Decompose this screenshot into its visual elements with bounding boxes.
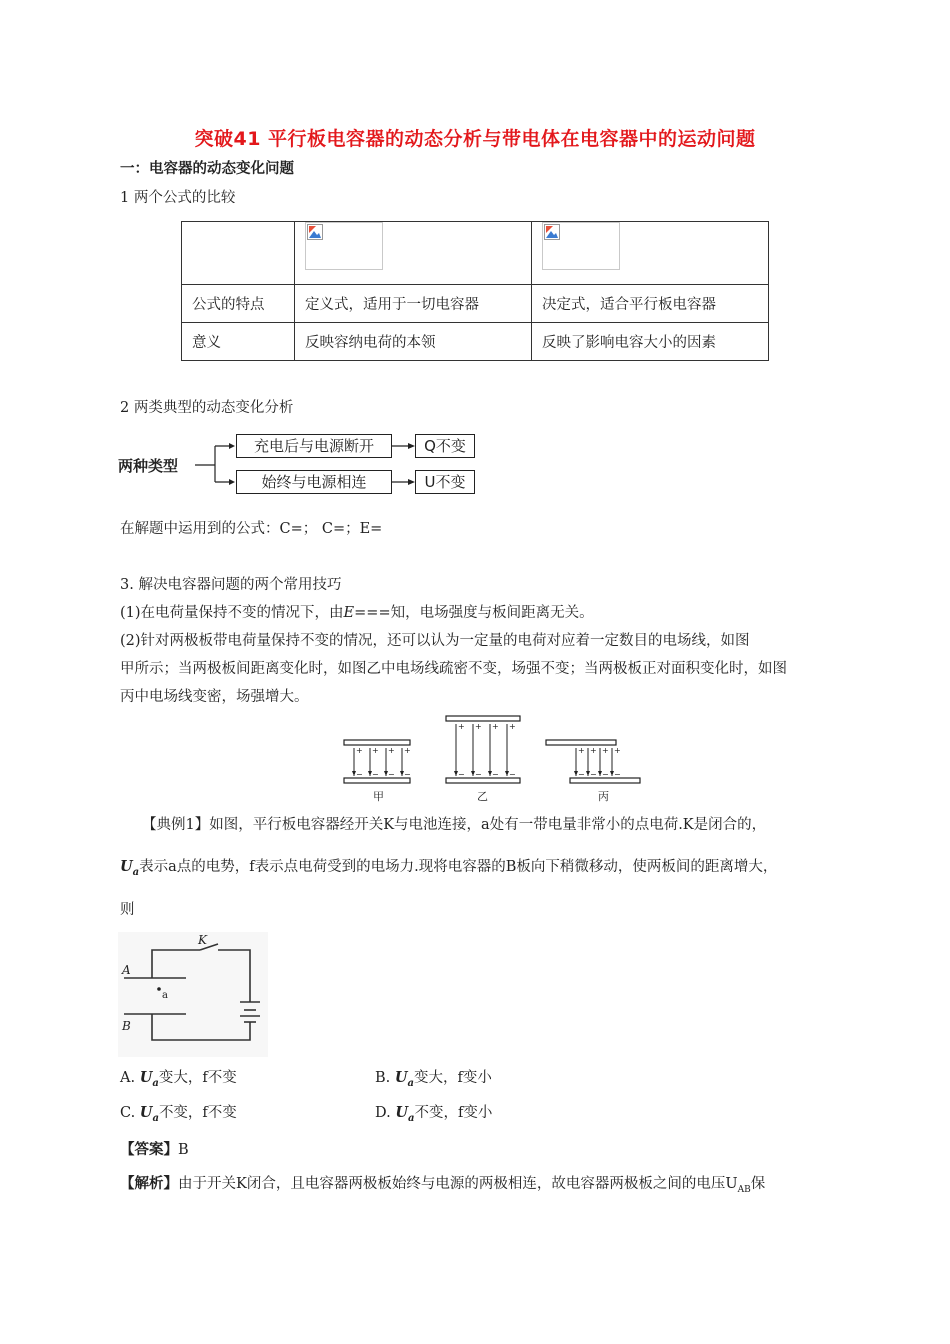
ua-symbol: $U_a$ (120, 858, 140, 878)
field-line-figures (340, 712, 670, 807)
cell-determination: 反映了影响电容大小的因素 (532, 323, 769, 361)
svg-text:+: + (458, 722, 465, 731)
formula-image-placeholder (305, 222, 383, 270)
cell-definition: 反映容纳电荷的本领 (295, 323, 532, 361)
page-title: 突破41 平行板电容器的动态分析与带电体在电容器中的运动问题 (194, 128, 756, 150)
result-u-box: U不变 (415, 470, 475, 494)
svg-text:+: + (509, 722, 516, 731)
svg-text:−: − (404, 770, 411, 779)
figure-yi (446, 716, 520, 783)
svg-text:+: + (614, 746, 621, 755)
branch-disconnect-box: 充电后与电源断开 (236, 434, 392, 458)
fig-label-yi: 乙 (477, 790, 488, 803)
tips-heading: 3. 解决电容器问题的两个常用技巧 (120, 577, 342, 593)
compare-heading: 1 两个公式的比较 (120, 190, 236, 206)
svg-text:−: − (388, 770, 395, 779)
svg-text:−: − (475, 770, 482, 779)
cell-determination: 决定式，适合平行板电容器 (532, 285, 769, 323)
tip-2-line-1: (2)针对两极板带电荷量保持不变的情况，还可以认为一定量的电荷对应着一定数目的电场线，如图 (120, 633, 750, 649)
table-row (182, 323, 769, 361)
option-a[interactable]: A. $U_a$变大，f不变 (120, 1069, 237, 1089)
table-row (182, 285, 769, 323)
svg-text:+: + (388, 746, 395, 755)
svg-text:−: − (356, 770, 363, 779)
svg-text:+: + (475, 722, 482, 731)
broken-image-icon (544, 224, 560, 240)
fig-label-jia: 甲 (373, 790, 384, 803)
example-line-2: $U_a$表示a点的电势，f表示点电荷受到的电场力.现将电容器的B板向下稍微移动，使两板间的距离增大， (120, 858, 778, 878)
circuit-label-a-plate: A (122, 963, 131, 977)
branch-connected-box: 始终与电源相连 (236, 470, 392, 494)
option-b[interactable]: B. $U_a$变大，f变小 (375, 1069, 492, 1089)
svg-text:+: + (356, 746, 363, 755)
cell-definition: 定义式，适用于一切电容器 (295, 285, 532, 323)
formula-image-cell (532, 222, 769, 285)
fig-label-bing: 丙 (598, 790, 609, 803)
formula-image-placeholder (542, 222, 620, 270)
circuit-label-point: a (162, 990, 168, 1001)
circuit-label-b-plate: B (122, 1019, 131, 1033)
svg-text:−: − (509, 770, 516, 779)
example-line-1: 【典例1】如图，平行板电容器经开关K与电池连接，a处有一带电量非常小的点电荷.K是闭合的， (142, 817, 767, 833)
tip-2-line-3: 丙中电场线变密，场强增大。 (120, 689, 309, 705)
svg-text:+: + (372, 746, 379, 755)
svg-text:−: − (590, 770, 597, 779)
option-d[interactable]: D. $U_a$不变，f变小 (375, 1104, 493, 1124)
row-label: 公式的特点 (182, 285, 295, 323)
svg-text:−: − (492, 770, 499, 779)
svg-text:−: − (372, 770, 379, 779)
result-q-box: Q不变 (415, 434, 475, 458)
svg-text:+: + (578, 746, 585, 755)
analysis-line: 【解析】由于开关K闭合，且电容器两极板始终与电源的两极相连，故电容器两极板之间的电压$U_{AB}$保 (120, 1175, 766, 1195)
circuit-label-k: K (198, 933, 207, 947)
broken-image-icon (307, 224, 323, 240)
types-label: 两种类型 (118, 457, 179, 475)
formula-image-cell (295, 222, 532, 285)
circuit-diagram (118, 932, 268, 1057)
svg-text:+: + (590, 746, 597, 755)
row-label: 意义 (182, 323, 295, 361)
svg-text:+: + (602, 746, 609, 755)
dynamic-heading: 2 两类典型的动态变化分析 (120, 400, 294, 416)
example-line-3: 则 (120, 902, 135, 918)
svg-text:+: + (492, 722, 499, 731)
section-heading: 一：电容器的动态变化问题 (120, 161, 294, 177)
formula-compare-table (181, 221, 769, 361)
svg-text:−: − (578, 770, 585, 779)
figure-jia (344, 740, 411, 783)
figure-bing (546, 740, 640, 783)
formula-line: 在解题中运用到的公式：C=； C=；E= (120, 521, 383, 537)
answer-line: 【答案】B (120, 1141, 189, 1158)
tip-2-line-2: 甲所示；当两极板间距离变化时，如图乙中电场线疏密不变，场强不变；当两极板正对面积变化时，如图 (120, 661, 787, 677)
svg-text:−: − (602, 770, 609, 779)
tip-1: (1)在电荷量保持不变的情况下，由E===知，电场强度与板间距离无关。 (120, 605, 594, 621)
option-c[interactable]: C. $U_a$不变，f不变 (120, 1104, 237, 1124)
svg-text:+: + (404, 746, 411, 755)
table-corner-cell (182, 222, 295, 285)
svg-text:−: − (614, 770, 621, 779)
svg-text:−: − (458, 770, 465, 779)
